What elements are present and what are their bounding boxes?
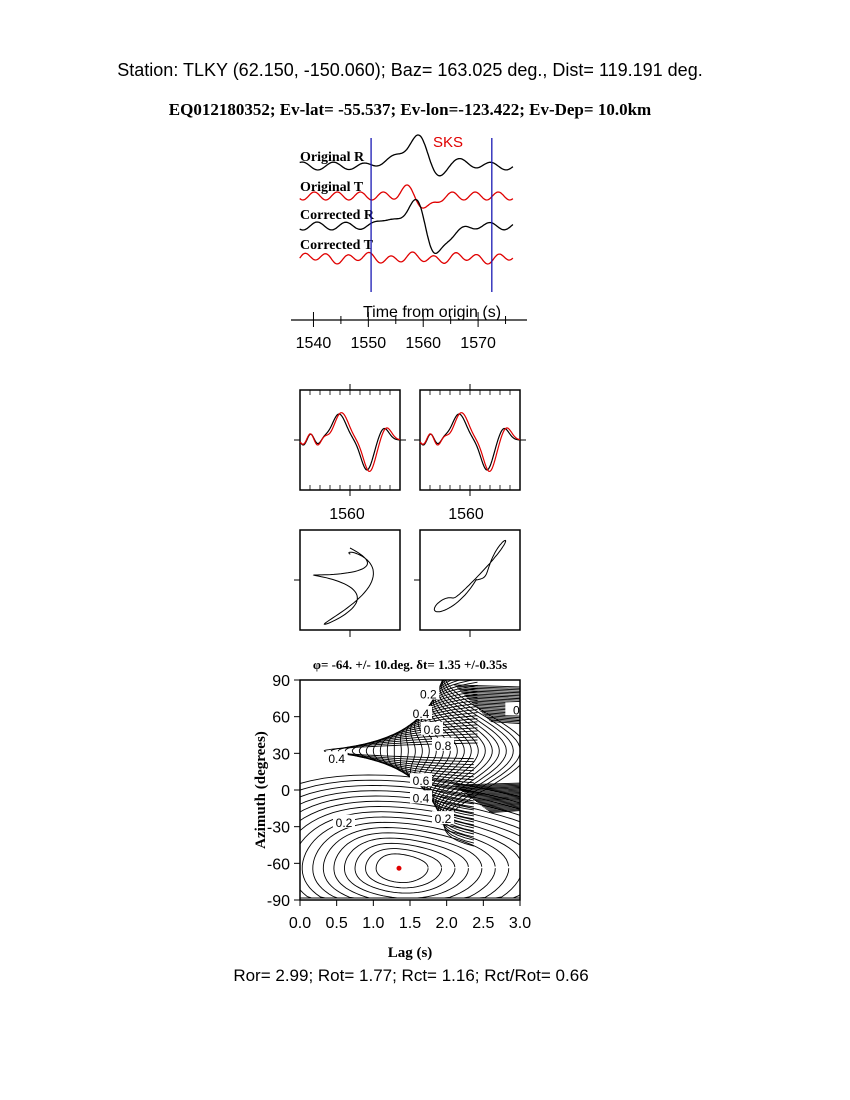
time-tick-label: 1550 [350,335,387,352]
trace-label-corrected-r: Corrected R [300,208,374,223]
contour-label: 0.2 [335,815,353,830]
overlay-waveform [420,413,520,472]
lag-axis-label: Lag (s) [387,945,433,961]
trace-label-original-r: Original R [300,150,365,165]
contour-line [376,854,428,883]
azimuth-axis-label: Azimuth (degrees) [253,731,269,849]
lag-tick-label: 0.0 [288,915,312,932]
ratio-summary: Ror= 2.99; Rot= 1.77; Rct= 1.16; Rct/Rot= 0.66 [233,966,589,985]
contour-title: φ= -64. +/- 10.deg. δt= 1.35 +/-0.35s [312,657,508,672]
contour-label: 0.2 [434,812,452,827]
azimuth-tick-label: -60 [266,856,290,874]
phase-label: SKS [433,134,464,151]
trace-label-corrected-t: Corrected T [300,238,373,253]
contour-label: 0 [512,703,520,718]
azimuth-tick-label: 30 [272,746,290,764]
overlay-tick-label-right: 1560 [448,506,484,523]
seismogram-panel [291,134,527,352]
time-axis-label: Time from origin (s) [362,304,502,321]
best-fit-marker [397,866,402,871]
contour-label: 0.4 [328,752,346,767]
trace-label-original-t: Original T [300,180,364,195]
time-tick-label: 1560 [405,335,442,352]
time-tick-label: 1570 [460,335,496,352]
waveform-overlay-panels [294,384,526,523]
contour-label: 0.4 [412,707,430,721]
energy-contour-plot [218,655,630,961]
event-title: EQ012180352; Ev-lat= -55.537; Ev-lon=-123.422; Ev-Dep= 10.0km [168,100,652,119]
contour-label: 0.8 [434,738,452,753]
contour-line [281,807,549,899]
contour-label: 0.6 [412,774,430,789]
contour-label: 0.4 [412,791,430,806]
contour-label: 0.6 [423,722,441,737]
lag-tick-label: 2.0 [435,915,458,932]
time-tick-label: 1540 [295,335,332,352]
contour-line [271,801,563,898]
particle-motion-panels [294,530,520,637]
particle-motion-left-frame [300,530,400,630]
particle-motion-right-frame [420,530,520,630]
azimuth-tick-label: -30 [266,819,290,837]
lag-tick-label: 1.0 [362,915,385,932]
azimuth-tick-label: 60 [272,709,290,727]
particle-motion-curve [314,548,374,624]
lag-tick-label: 0.5 [325,915,348,932]
lag-tick-label: 2.5 [472,915,495,932]
trace-corrected-t [300,252,513,264]
overlay-waveform [300,413,400,472]
azimuth-tick-label: -90 [266,893,290,910]
lag-tick-label: 1.5 [398,915,422,932]
contour-line [345,838,469,898]
azimuth-tick-label: 90 [272,673,290,690]
particle-motion-curve [434,540,505,611]
contour-line [334,833,482,898]
contour-line [355,843,455,893]
overlay-tick-label-left: 1560 [329,506,365,523]
lag-tick-label: 3.0 [508,915,532,932]
azimuth-tick-label: 0 [281,783,290,800]
station-title: Station: TLKY (62.150, -150.060); Baz= 163.025 deg., Dist= 119.191 deg. [117,60,703,80]
contour-label: 0.2 [419,687,437,702]
